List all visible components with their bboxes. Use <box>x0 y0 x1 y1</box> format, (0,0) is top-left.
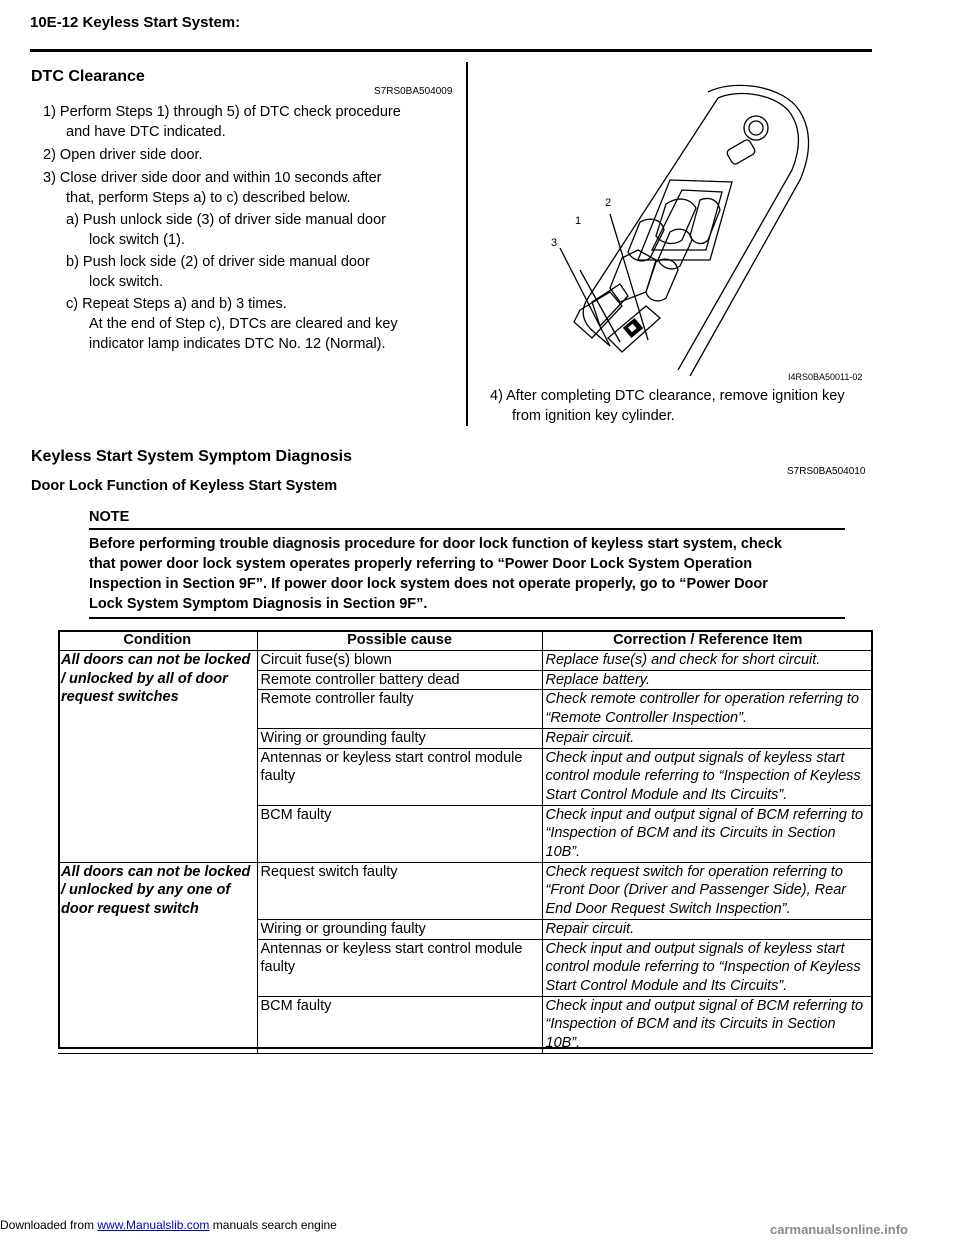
note-bottom-rule <box>89 617 845 619</box>
cause-cell: BCM faulty <box>257 996 542 1053</box>
step-1-line-1: 1) Perform Steps 1) through 5) of DTC check procedure <box>43 104 401 120</box>
symptom-code: S7RS0BA504010 <box>787 466 866 477</box>
column-divider <box>466 62 468 426</box>
table-header-row <box>58 631 873 651</box>
footer-prefix: Downloaded from <box>0 1218 98 1232</box>
step-3-line-2: that, perform Steps a) to c) described below. <box>66 190 351 206</box>
note-top-rule <box>89 528 845 530</box>
symptom-heading: Keyless Start System Symptom Diagnosis <box>31 448 353 465</box>
figure-label-2: 2 <box>605 197 612 209</box>
figure-label-1: 1 <box>575 215 582 227</box>
condition-cell: All doors can not be locked / unlocked by any one of door request switch <box>58 862 257 1053</box>
condition-cell: All doors can not be locked / unlocked by all of door request switches <box>58 651 257 863</box>
correction-cell: Check request switch for operation referring to “Front Door (Driver and Passenger Side), Rear End Door Request Switch Inspection”. <box>542 862 873 919</box>
note-line-3: Inspection in Section 9F”. If power door lock system does not operate properly, go to “Power Door <box>89 576 768 592</box>
step-3b-line-2: lock switch. <box>89 274 164 290</box>
step-4-line-2: from ignition key cylinder. <box>512 408 675 424</box>
correction-cell: Check input and output signal of BCM referring to “Inspection of BCM and its Circuits in Section 10B”. <box>542 996 873 1053</box>
step-3a-line-1: a) Push unlock side (3) of driver side manual door <box>66 212 386 228</box>
figure-label-3: 3 <box>551 237 558 249</box>
header-rule <box>30 49 872 52</box>
cause-cell: Wiring or grounding faulty <box>257 919 542 939</box>
step-3c-line-2: At the end of Step c), DTCs are cleared and key <box>89 316 398 332</box>
correction-cell: Replace fuse(s) and check for short circuit. <box>542 651 873 671</box>
cause-cell: Antennas or keyless start control module faulty <box>257 939 542 996</box>
table-row <box>58 862 873 919</box>
note-line-1: Before performing trouble diagnosis procedure for door lock function of keyless start system, check <box>89 536 782 552</box>
page-header: 10E-12 Keyless Start System: <box>30 14 241 31</box>
symptom-table <box>58 631 873 1054</box>
dtc-clearance-code: S7RS0BA504009 <box>374 86 453 97</box>
manualslib-link[interactable]: www.Manualslib.com <box>97 1218 210 1232</box>
cause-cell: BCM faulty <box>257 805 542 862</box>
footer-suffix: manuals search engine <box>209 1218 337 1232</box>
cause-cell: Antennas or keyless start control module faulty <box>257 748 542 805</box>
header-possible-cause: Possible cause <box>257 631 542 651</box>
symptom-subheading: Door Lock Function of Keyless Start System <box>31 478 338 494</box>
dtc-clearance-heading: DTC Clearance <box>31 68 145 85</box>
footer <box>0 1218 337 1232</box>
correction-cell: Check input and output signals of keyless start control module referring to “Inspection of Keyless Start Control Module and Its Circuits”. <box>542 748 873 805</box>
note-line-2: that power door lock system operates properly referring to “Power Door Lock System Operation <box>89 556 753 572</box>
step-3-line-1: 3) Close driver side door and within 10 seconds after <box>43 170 382 186</box>
correction-cell: Check input and output signal of BCM referring to “Inspection of BCM and its Circuits in Section 10B”. <box>542 805 873 862</box>
note-title: NOTE <box>89 509 130 525</box>
figure-caption: I4RS0BA50011-02 <box>788 372 863 382</box>
note-line-4: Lock System Symptom Diagnosis in Section 9F”. <box>89 596 428 612</box>
correction-cell: Replace battery. <box>542 670 873 690</box>
correction-cell: Repair circuit. <box>542 919 873 939</box>
step-3a-line-2: lock switch (1). <box>89 232 185 248</box>
watermark: carmanualsonline.info <box>770 1222 908 1237</box>
header-correction: Correction / Reference Item <box>542 631 873 651</box>
step-3c-line-3: indicator lamp indicates DTC No. 12 (Normal). <box>89 336 386 352</box>
cause-cell: Wiring or grounding faulty <box>257 728 542 748</box>
step-3b-line-1: b) Push lock side (2) of driver side manual door <box>66 254 370 270</box>
step-4-line-1: 4) After completing DTC clearance, remove ignition key <box>490 388 845 404</box>
step-3c-line-1: c) Repeat Steps a) and b) 3 times. <box>66 296 287 312</box>
cause-cell: Remote controller faulty <box>257 690 542 728</box>
correction-cell: Check input and output signals of keyless start control module referring to “Inspection of Keyless Start Control Module and Its Circuits”. <box>542 939 873 996</box>
correction-cell: Check remote controller for operation referring to “Remote Controller Inspection”. <box>542 690 873 728</box>
step-1-line-2: and have DTC indicated. <box>66 124 226 140</box>
cause-cell: Remote controller battery dead <box>257 670 542 690</box>
cause-cell: Request switch faulty <box>257 862 542 919</box>
table-row <box>58 651 873 671</box>
correction-cell: Repair circuit. <box>542 728 873 748</box>
header-condition: Condition <box>58 631 257 651</box>
door-switch-illustration <box>470 70 872 386</box>
step-2: 2) Open driver side door. <box>43 147 203 163</box>
cause-cell: Circuit fuse(s) blown <box>257 651 542 671</box>
